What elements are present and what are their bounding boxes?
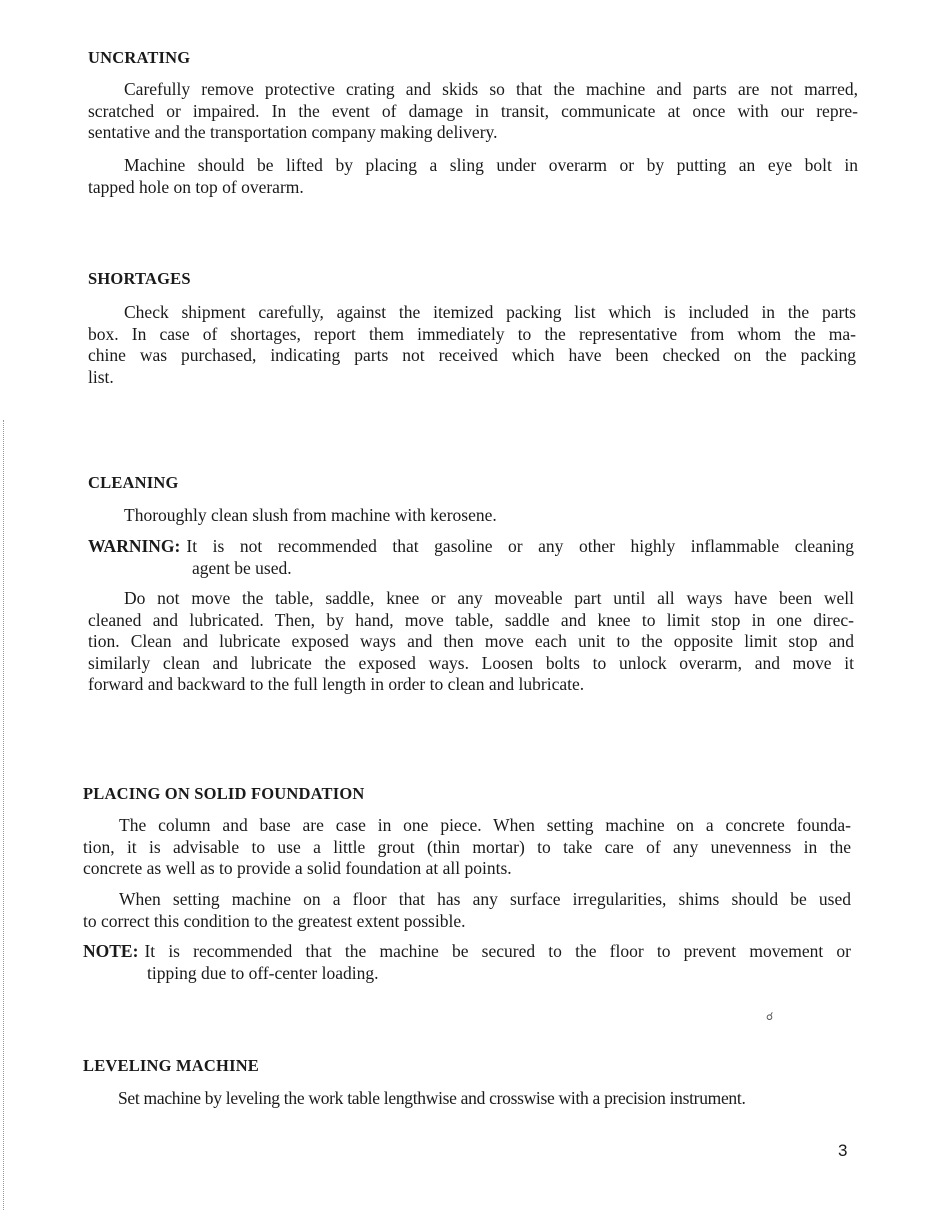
foundation-paragraph-1: [83, 815, 851, 880]
text-line: scratched or impaired. In the event of damage in transit, communicate at once with our repre-: [88, 100, 858, 121]
text-line: Carefully remove protective crating and skids so that the machine and parts are not marred,: [124, 79, 858, 99]
uncrating-paragraph-1: [88, 79, 858, 144]
text-line: forward and backward to the full length in order to clean and lubricate.: [88, 674, 585, 695]
text-line: Machine should be lifted by placing a sling under overarm or by putting an eye bolt in: [124, 155, 858, 175]
text-line: list.: [88, 366, 114, 387]
text-line: tion, it is advisable to use a little grout (thin mortar) to take care of any unevenness in the: [83, 836, 851, 857]
text-line: The column and base are case in one piece. When setting machine on a concrete founda-: [119, 815, 851, 835]
leveling-paragraph: [118, 1088, 853, 1110]
cleaning-warning: [88, 536, 854, 579]
text-line: agent be used.: [192, 557, 292, 578]
cleaning-paragraph-1: [124, 505, 854, 527]
text-line: to correct this condition to the greatest extent possible.: [83, 910, 466, 931]
text-line: similarly clean and lubricate the exposed ways. Loosen bolts to unlock overarm, and move it: [88, 652, 854, 673]
heading-cleaning: CLEANING: [88, 473, 179, 492]
text-line: It is recommended that the machine be secured to the floor to prevent movement or: [144, 941, 851, 961]
text-line: Thoroughly clean slush from machine with kerosene.: [124, 505, 497, 525]
text-line: Do not move the table, saddle, knee or any moveable part until all ways have been well: [124, 588, 854, 608]
text-line: box. In case of shortages, report them immediately to the representative from whom the ma-: [88, 323, 856, 344]
foundation-paragraph-2: [83, 889, 851, 932]
text-line: cleaned and lubricated. Then, by hand, move table, saddle and knee to limit stop in one direc-: [88, 609, 854, 630]
scan-edge: [3, 420, 4, 1210]
warning-label: WARNING:: [88, 536, 181, 556]
text-line: tipping due to off-center loading.: [147, 962, 379, 983]
text-line: tapped hole on top of overarm.: [88, 176, 304, 197]
uncrating-paragraph-2: [88, 155, 858, 198]
note-label: NOTE:: [83, 941, 139, 961]
text-line: concrete as well as to provide a solid foundation at all points.: [83, 858, 512, 879]
page-number: 3: [838, 1141, 848, 1160]
heading-uncrating: UNCRATING: [88, 48, 191, 67]
text-line: It is not recommended that gasoline or any other highly inflammable cleaning: [186, 536, 854, 556]
scan-speck: ☌: [766, 1011, 774, 1023]
text-line: chine was purchased, indicating parts not received which have been checked on the packing: [88, 345, 856, 366]
text-line: Check shipment carefully, against the itemized packing list which is included in the parts: [124, 302, 856, 322]
cleaning-paragraph-2: [88, 588, 854, 696]
text-line: When setting machine on a floor that has any surface irregularities, shims should be used: [119, 889, 851, 909]
text-line: tion. Clean and lubricate exposed ways and then move each unit to the opposite limit stop and: [88, 631, 854, 652]
heading-leveling: LEVELING MACHINE: [83, 1056, 260, 1075]
text-line: sentative and the transportation company making delivery.: [88, 122, 498, 143]
heading-shortages: SHORTAGES: [88, 269, 191, 288]
shortages-paragraph: [88, 302, 856, 388]
heading-foundation: PLACING ON SOLID FOUNDATION: [83, 784, 365, 803]
text-line: Set machine by leveling the work table lengthwise and crosswise with a precision instrument.: [118, 1088, 746, 1108]
foundation-note: [83, 941, 851, 984]
